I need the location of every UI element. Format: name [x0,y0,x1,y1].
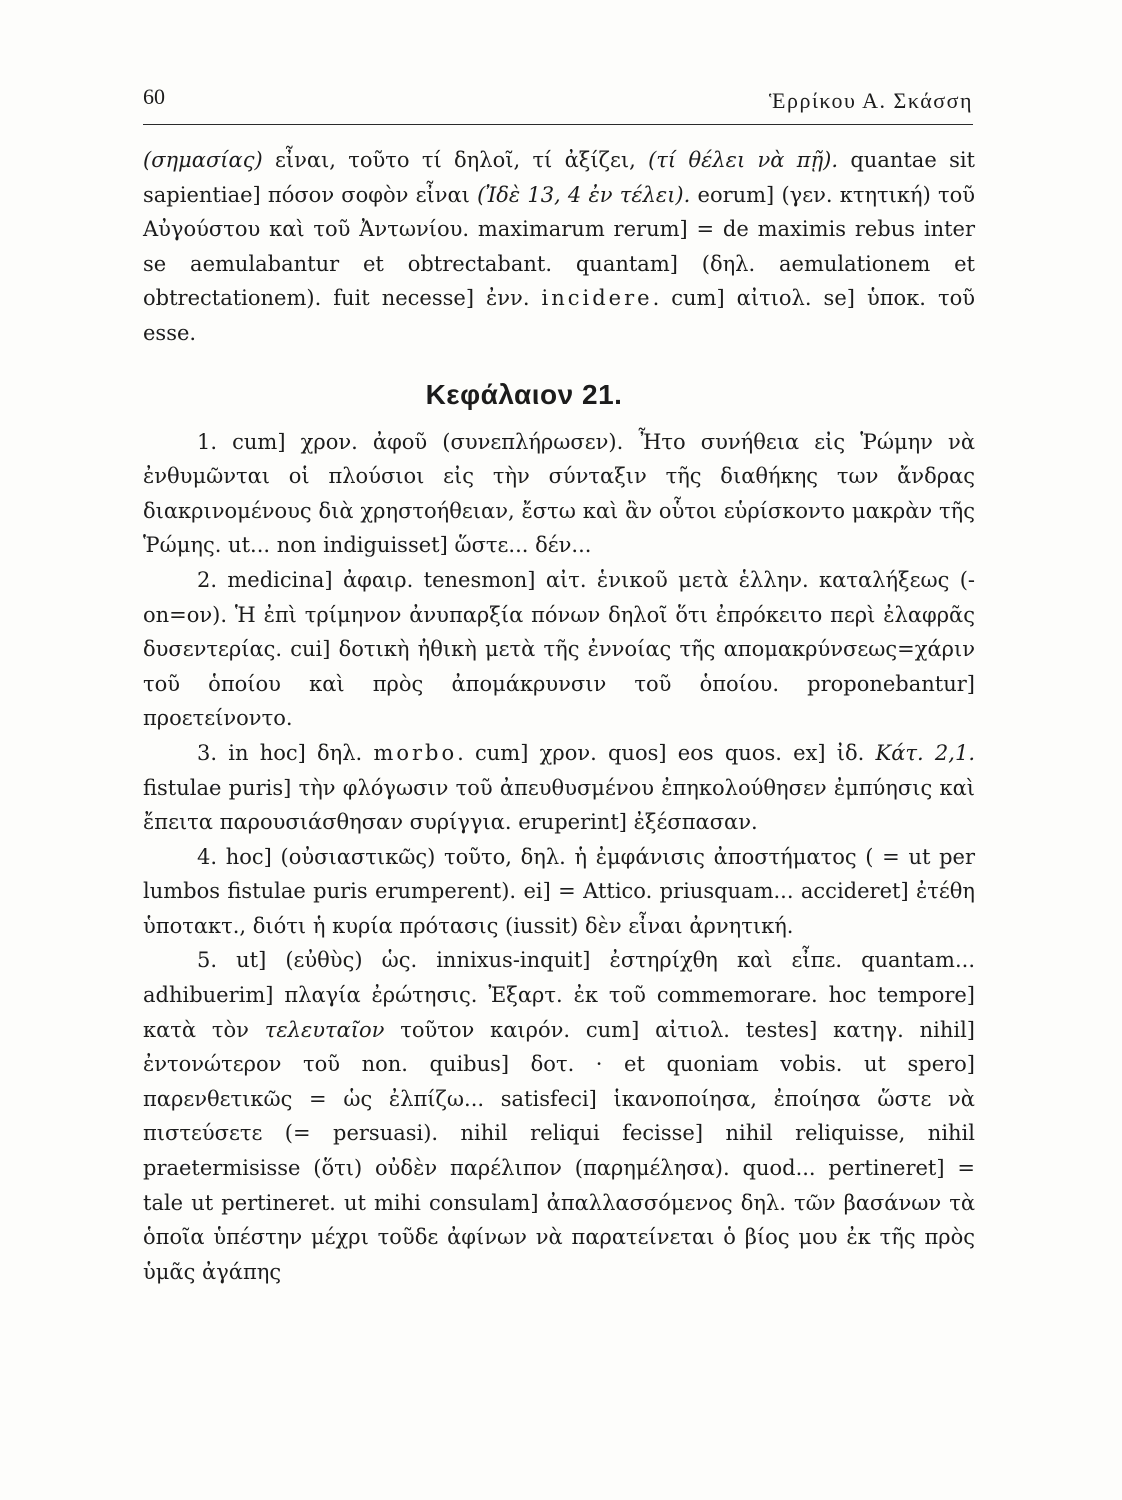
intro-italic-1: (σημασίας) [143,148,263,172]
p5-text-c: τοῦτον καιρόν. cum] αἰτιολ. testes] κατηγ. nihil] ἐντονώτερον τοῦ non. quibus] δοτ. · et quoniam vobis. ut spero] παρενθετικῶς = ὡς ἐλπίζω... satisfeci] ἱκανοποίησα, ἐποίησα ὥστε νὰ πιστεύσετε (= persuasi). nihil reliqui fecisse] nihil reliquisse, nihil praetermisisse (ὅτι) οὐδὲν παρέλιπον (παρημέλησα). quod... pertineret] = tale ut pertineret. ut mihi consulam] ἀπαλλασσόμενος δηλ. τῶν βασάνων τὰ ὁποῖα ὑπέστην μέχρι τοῦδε ἀφίνων νὰ παρατείνεται ὁ βίος μου ἐκ τῆς πρὸς ὑμᾶς ἀγάπης [143,1017,976,1284]
paragraph-5 [143,943,975,1289]
running-head: Ἑρρίκου Α. Σκάσση [769,88,973,113]
intro-spaced-word: incidere [541,286,653,311]
p3-text-a: 3. in hoc] δηλ. [197,740,374,765]
p3-text-e: fistulae puris] τὴν φλόγωσιν τοῦ ἀπευθυσμένου ἐπηκολούθησεν ἐμπύησις καὶ ἔπειτα παρουσιάσθησαν συρίγγια. eruperint] ἐξέσπασαν. [143,775,975,835]
intro-italic-5: (Ἰδὲ 13, 4 ἐν τέλει). [477,182,691,207]
paragraph-2: 2. medicina] ἀφαιρ. tenesmon] αἰτ. ἑνικοῦ μετὰ ἑλλην. καταλήξεως (-on=ον). Ἡ ἐπὶ τρίμηνον ἀνυπαρξία πόνων δηλοῖ ὅτι ἐπρόκειτο περὶ ἐλαφρᾶς δυσεντερίας. cui] δοτικὴ ἠθικὴ μετὰ τῆς ἐννοίας τῆς απομακρύνσεως=χάριν τοῦ ὁποίου καὶ πρὸς ἀπομάκρυνσιν τοῦ ὁποίου. proponebantur] προετείνοντο. [143,567,975,731]
chapter-title: Κεφάλαιον 21. [425,378,623,410]
paragraph-1: 1. cum] χρον. ἀφοῦ (συνεπλήρωσεν). Ἦτο συνήθεια εἰς Ῥώμην νὰ ἐνθυμῶνται οἱ πλούσιοι εἰς τὴν σύνταξιν τῆς διαθήκης των ἄνδρας διακρινομένους διὰ χρηστοήθειαν, ἔστω καὶ ἂν οὗτοι εὑρίσκοντο μακρὰν τῆς Ῥώμης. ut... non indiguisset] ὥστε... δέν... [143,429,975,558]
p5-text-a: 5. ut] (εὐθὺς) ὡς. innixus-inquit] ἐστηρίχθη καὶ εἶπε. quantam... adhibuerim] πλαγία ἐρώτησις. Ἐξαρτ. ἐκ τοῦ commemorare. hoc tempore] κατὰ τὸν [143,948,975,1042]
intro-text-6: eorum] (γεν. κτητική) τοῦ Αὐγούστου καὶ τοῦ Ἀντωνίου. maximarum rerum] = de maximis rebus inter se aemulabantur et obtrectabant. quantam] (δηλ. aemulationem et obtrectationem). fuit necesse] ἐνν. [143,182,976,311]
intro-italic-3: (τί θέλει νὰ πῇ). [648,148,839,172]
body-text [143,143,975,1289]
page-header [143,84,973,125]
paragraph-4: 4. hoc] (οὐσιαστικῶς) τοῦτο, δηλ. ἡ ἐμφάνισις ἀποστήματος ( = ut per lumbos fistulae puris erumperent). ei] = Attico. priusquam... accideret] ἐτέθη ὑποτακτ., διότι ἡ κυρία πρότασις (iussit) δὲν εἶναι ἀρνητική. [143,844,975,938]
p3-spaced-word: morbo [373,740,458,765]
paragraph-3 [143,736,975,840]
intro-paragraph [143,143,975,351]
intro-text-8: . cum] αἰτιολ. se] ὑποκ. τοῦ esse. [143,286,975,345]
intro-text-4: quantae sit sapientiae] πόσον σοφὸν εἶναι [143,148,975,207]
p3-italic-ref: Κάτ. 2,1. [875,740,975,765]
intro-text-2: εἶναι, τοῦτο τί δηλοῖ, τί ἀξίζει, [262,148,649,172]
page-number: 60 [143,84,165,109]
p3-text-c: . cum] χρον. quos] eos quos. ex] ἰδ. [457,740,876,765]
p5-italic-word: τελευταῖον [264,1017,385,1042]
